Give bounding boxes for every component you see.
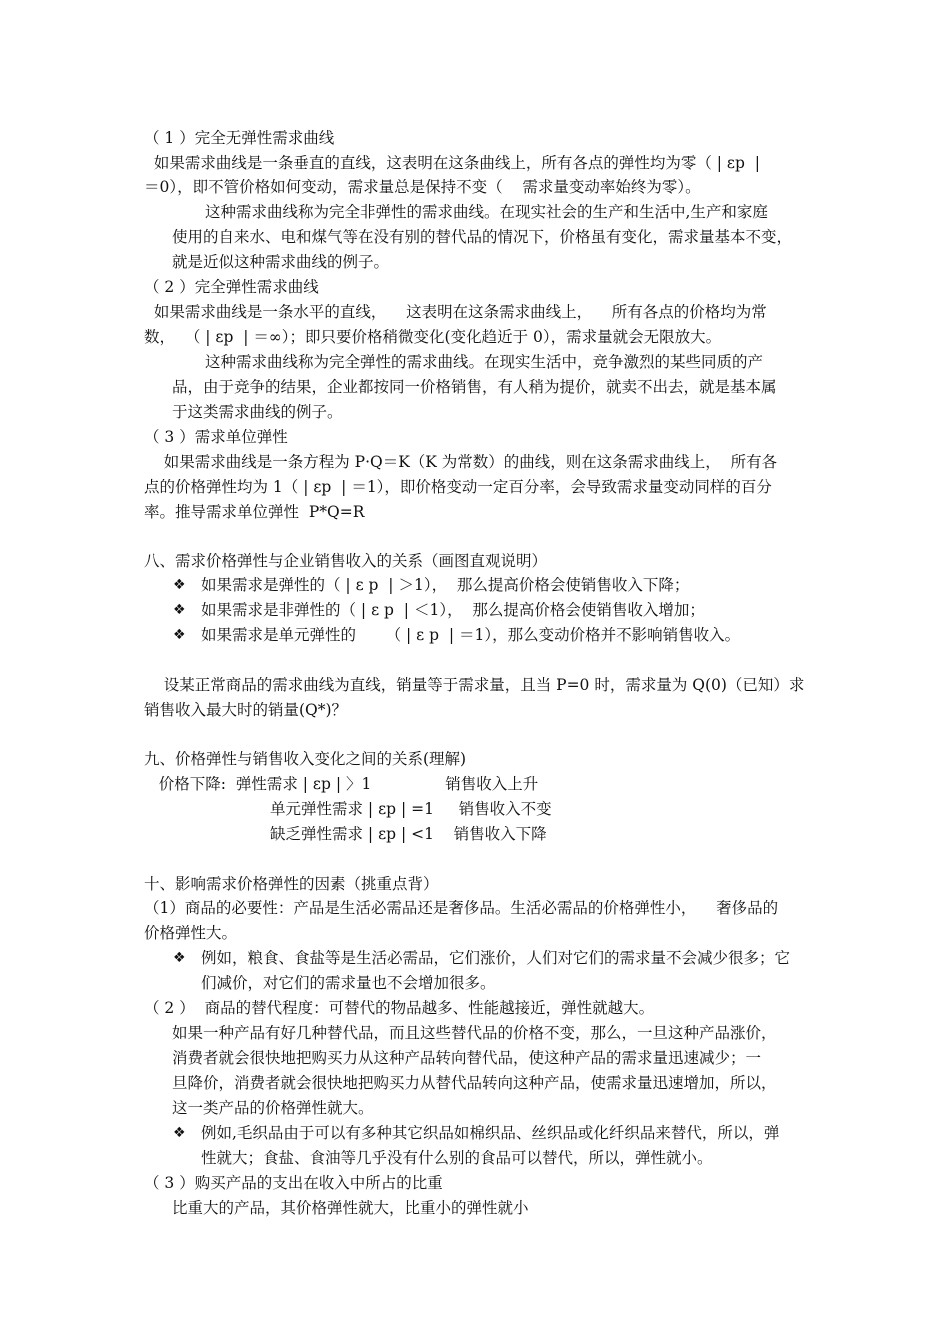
paragraph-line: （ 3 ）购买产品的支出在收入中所占的比重 — [144, 1174, 443, 1192]
diamond-bullet-icon: ❖ — [173, 602, 186, 618]
paragraph-line: 比重大的产品，其价格弹性就大，比重小的弹性就小 — [172, 1199, 529, 1217]
paragraph-line: 如果需求曲线是一条水平的直线， 这表明在这条需求曲线上， 所有各点的价格均为常 — [144, 303, 767, 321]
list-item: 例如，粮食、食盐等是生活必需品，它们涨价，人们对它们的需求量不会减少很多；它 — [201, 949, 791, 967]
paragraph-line: 如果需求曲线是一条垂直的直线，这表明在这条曲线上，所有各点的弹性均为零（ | εp | — [144, 154, 760, 172]
relation-row: 单元弹性需求 | εp | =1 销售收入不变 — [270, 800, 552, 818]
diamond-bullet-icon: ❖ — [173, 1125, 186, 1141]
paragraph-line: （1）商品的必要性：产品是生活必需品还是奢侈品。生活必需品的价格弹性小， 奢侈品的 — [144, 899, 779, 917]
heading-perfectly-inelastic: （ 1 ）完全无弹性需求曲线 — [144, 129, 335, 147]
paragraph-line: 如果需求曲线是一条方程为 P·Q＝K（K 为常数）的曲线，则在这条需求曲线上， 所有各 — [144, 453, 778, 471]
paragraph-line: 点的价格弹性均为 1（ | εp | ＝1），即价格变动一定百分率，会导致需求量变动同样的百分 — [144, 478, 772, 496]
paragraph-line: 使用的自来水、电和煤气等在没有别的替代品的情况下，价格虽有变化，需求量基本不变， — [172, 228, 793, 246]
paragraph-line: 于这类需求曲线的例子。 — [172, 403, 343, 421]
paragraph-line: 率。推导需求单位弹性 P*Q=R — [144, 503, 365, 521]
paragraph-line: 如果一种产品有好几种替代品，而且这些替代品的价格不变，那么，一旦这种产品涨价， — [172, 1024, 777, 1042]
relation-row: 缺乏弹性需求 | εp | <1 销售收入下降 — [270, 825, 547, 843]
diamond-bullet-icon: ❖ — [173, 577, 186, 593]
diamond-bullet-icon: ❖ — [173, 950, 186, 966]
list-item: 例如,毛织品由于可以有多种其它织品如棉织品、丝织品或化纤织品来替代，所以，弹 — [201, 1124, 780, 1142]
paragraph-line: 数， （ | εp | ＝∞）；即只要价格稍微变化(变化趋近于 0），需求量就会无限放大。 — [144, 328, 722, 346]
paragraph-line: 消费者就会很快地把购买力从这种产品转向替代品，使这种产品的需求量迅速减少；一 — [172, 1049, 762, 1067]
paragraph-line: 销售收入最大时的销量(Q*)？ — [144, 701, 348, 719]
paragraph-line: 就是近似这种需求曲线的例子。 — [172, 253, 390, 271]
paragraph-line: 这一类产品的价格弹性就大。 — [172, 1099, 374, 1117]
paragraph-line: 设某正常商品的需求曲线为直线，销量等于需求量，且当 P=0 时，需求量为 Q(0)（已知）求 — [144, 676, 805, 694]
paragraph-line: 这种需求曲线称为完全弹性的需求曲线。在现实生活中，竞争激烈的某些同质的产 — [205, 353, 764, 371]
paragraph-line: 旦降价，消费者就会很快地把购买力从替代品转向这种产品，使需求量迅速增加，所以， — [172, 1074, 777, 1092]
list-item: 如果需求是非弹性的（ | ε p | ＜1）， 那么提高价格会使销售收入增加； — [201, 601, 705, 619]
list-item: 性就大；食盐、食油等几乎没有什么别的食品可以替代，所以，弹性就小。 — [201, 1149, 713, 1167]
diamond-bullet-icon: ❖ — [173, 627, 186, 643]
paragraph-line: 这种需求曲线称为完全非弹性的需求曲线。在现实社会的生产和生活中,生产和家庭 — [205, 203, 768, 221]
relation-row: 价格下降: 弹性需求 | εp | 〉1 销售收入上升 — [144, 775, 539, 793]
heading-perfectly-elastic: （ 2 ）完全弹性需求曲线 — [144, 278, 319, 296]
section-heading-8: 八、需求价格弹性与企业销售收入的关系（画图直观说明） — [144, 552, 548, 570]
paragraph-line: （ 2 ） 商品的替代程度：可替代的物品越多、性能越接近，弹性就越大。 — [144, 999, 655, 1017]
paragraph-line: 品，由于竞争的结果，企业都按同一价格销售，有人稍为提价，就卖不出去，就是基本属 — [172, 378, 777, 396]
section-heading-10: 十、影响需求价格弹性的因素（挑重点背） — [144, 875, 439, 893]
list-item: 们减价，对它们的需求量也不会增加很多。 — [201, 974, 496, 992]
paragraph-line: 价格弹性大。 — [144, 924, 238, 942]
heading-unit-elastic: （ 3 ）需求单位弹性 — [144, 428, 288, 446]
list-item: 如果需求是单元弹性的 （ | ε p | ＝1），那么变动价格并不影响销售收入。 — [201, 626, 741, 644]
paragraph-line: ＝0），即不管价格如何变动，需求量总是保持不变（ 需求量变动率始终为零）。 — [144, 178, 701, 196]
section-heading-9: 九、价格弹性与销售收入变化之间的关系(理解) — [144, 750, 467, 768]
list-item: 如果需求是弹性的（ | ε p | ＞1）， 那么提高价格会使销售收入下降； — [201, 576, 690, 594]
